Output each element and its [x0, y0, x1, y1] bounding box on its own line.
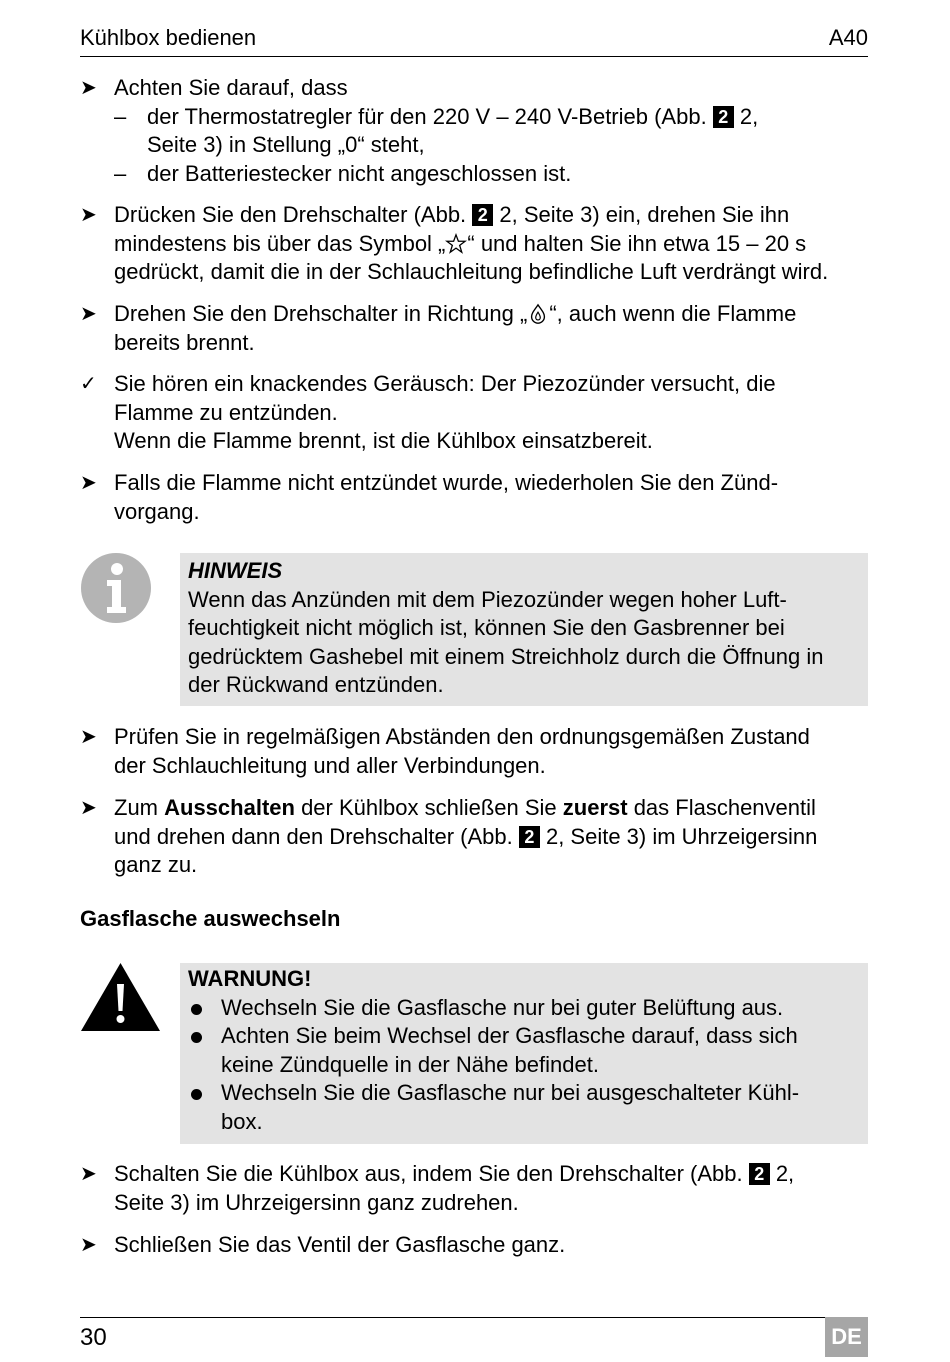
warning-text: Achten Sie beim Wechsel der Gasflasche darauf, dass sich — [221, 1023, 798, 1048]
page-header — [80, 22, 868, 57]
page-number: 30 — [80, 1324, 107, 1351]
bullet-icon — [191, 1004, 202, 1015]
bullet-icon — [191, 1032, 202, 1043]
instruction-text: 2, Seite 3) ein, drehen Sie ihn — [493, 202, 790, 227]
sub-text: Seite 3) in Stellung „0“ steht, — [147, 132, 425, 157]
warning-text: keine Zündquelle in der Nähe befindet. — [221, 1051, 599, 1077]
instruction-check-settings — [80, 74, 880, 188]
sub-text: 2, — [733, 103, 759, 129]
arrow-icon: ➤ — [80, 303, 97, 325]
figure-ref: 2 — [713, 106, 734, 128]
note-line: feuchtigkeit nicht möglich ist, können Sie den Gasbrenner bei — [188, 615, 785, 640]
instruction-text: Drehen Sie den Drehschalter in Richtung „ — [114, 301, 528, 326]
arrow-icon: ➤ — [80, 797, 97, 819]
instruction-text: der Schlauchleitung und aller Verbindungen. — [114, 752, 546, 778]
instruction-text: das Flaschenventil — [627, 795, 816, 820]
instruction-text: gedrückt, damit die in der Schlauchleitung befindliche Luft verdrängt wird. — [114, 259, 829, 284]
figure-ref: 2 — [472, 204, 493, 226]
language-badge: DE — [825, 1317, 868, 1357]
instruction-text: 2, — [769, 1161, 795, 1186]
instruction-text: ganz zu. — [114, 852, 198, 877]
warning-item — [188, 994, 860, 1023]
sub-text: der Thermostatregler für den 220 V – 240 V-Betrieb (Abb. — [147, 103, 713, 129]
result-text: Sie hören ein knackendes Geräusch: Der Piezozünder versucht, die — [114, 371, 776, 396]
instruction-text: Achten Sie darauf, dass — [114, 75, 348, 100]
sub-item — [114, 103, 880, 160]
arrow-icon: ➤ — [80, 204, 97, 226]
arrow-icon: ➤ — [80, 1234, 97, 1256]
instruction-text: “ und halten Sie ihn etwa 15 – 20 s — [467, 230, 807, 256]
warning-box — [180, 963, 868, 1144]
instruction-text: Schließen Sie das Ventil der Gasflasche ganz. — [114, 1232, 566, 1257]
instruction-text: Seite 3) im Uhrzeigersinn ganz zudrehen. — [114, 1189, 519, 1215]
figure-ref: 2 — [749, 1163, 770, 1185]
ignition-star-icon — [445, 233, 467, 255]
result-text: Flamme zu entzünden. — [114, 399, 338, 425]
header-title: Kühlbox bedienen — [80, 25, 257, 50]
footer-rule — [80, 1317, 868, 1318]
instruction-text: Drücken Sie den Drehschalter (Abb. — [114, 202, 473, 227]
sub-item — [114, 160, 880, 189]
instruction-switch-off — [80, 794, 880, 880]
header-model: A40 — [828, 25, 868, 50]
instruction-text: und drehen dann den Drehschalter (Abb. — [114, 823, 519, 849]
warning-text: box. — [221, 1108, 263, 1134]
warning-text: Wechseln Sie die Gasflasche nur bei guter Belüftung aus. — [221, 994, 784, 1020]
warning-title: WARNUNG! — [188, 966, 312, 991]
sub-text: der Batteriestecker nicht angeschlossen ist. — [147, 160, 572, 186]
arrow-icon: ➤ — [80, 77, 97, 99]
result-piezo — [80, 370, 880, 456]
emphasis-text: Ausschalten — [164, 795, 295, 820]
warning-text: Wechseln Sie die Gasflasche nur bei ausgeschalteter Kühl- — [221, 1080, 800, 1105]
bullet-icon — [191, 1089, 202, 1100]
note-title: HINWEIS — [188, 558, 283, 583]
instruction-turn-knob — [80, 300, 880, 357]
note-line: der Rückwand entzünden. — [188, 672, 444, 697]
arrow-icon: ➤ — [80, 726, 97, 748]
instruction-text: mindestens bis über das Symbol „ — [114, 230, 446, 256]
dash-icon: – — [114, 160, 127, 186]
flame-icon — [527, 303, 549, 325]
section-heading: Gasflasche auswechseln — [80, 906, 341, 931]
result-text: Wenn die Flamme brennt, ist die Kühlbox einsatzbereit. — [114, 428, 653, 453]
info-icon — [80, 552, 152, 624]
emphasis-text: zuerst — [562, 795, 628, 820]
instruction-text: vorgang. — [114, 498, 200, 524]
arrow-icon: ➤ — [80, 472, 97, 494]
note-line: gedrücktem Gashebel mit einem Streichholz durch die Öffnung in — [188, 643, 824, 669]
instruction-text: Zum — [114, 795, 165, 820]
instruction-turn-off — [80, 1160, 880, 1217]
instruction-text: “, auch wenn die Flamme — [549, 301, 797, 326]
instruction-press-knob — [80, 201, 880, 287]
instruction-text: Schalten Sie die Kühlbox aus, indem Sie den Drehschalter (Abb. — [114, 1161, 749, 1186]
warning-triangle-icon — [80, 962, 161, 1032]
instruction-close-valve — [80, 1231, 880, 1260]
instruction-text: 2, Seite 3) im Uhrzeigersinn — [539, 823, 818, 849]
figure-ref: 2 — [519, 826, 540, 848]
instruction-text: Falls die Flamme nicht entzündet wurde, wiederholen Sie den Zünd- — [114, 470, 779, 495]
dash-icon: – — [114, 103, 127, 129]
instruction-repeat — [80, 469, 880, 526]
checkmark-icon: ✓ — [80, 373, 97, 395]
warning-item — [188, 1022, 860, 1079]
warning-item — [188, 1079, 860, 1136]
note-line: Wenn das Anzünden mit dem Piezozünder wegen hoher Luft- — [188, 586, 787, 612]
note-box — [180, 553, 868, 706]
instruction-text: Prüfen Sie in regelmäßigen Abständen den ordnungsgemäßen Zustand — [114, 724, 810, 749]
instruction-check-hoses — [80, 723, 880, 780]
arrow-icon: ➤ — [80, 1163, 97, 1185]
instruction-text: der Kühlbox schließen Sie — [294, 795, 563, 820]
instruction-text: bereits brennt. — [114, 329, 255, 355]
